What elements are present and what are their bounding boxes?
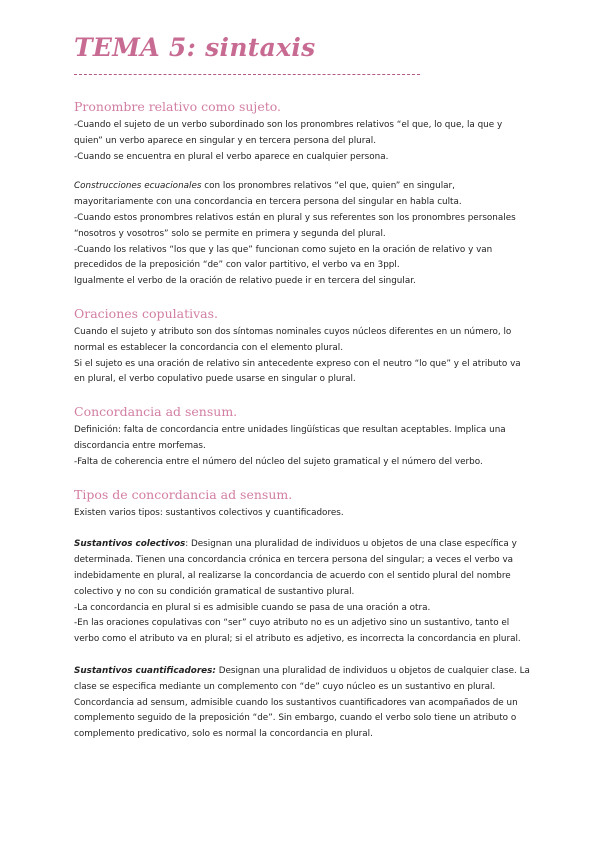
section-heading-pronombre-relativo: Pronombre relativo como sujeto. bbox=[74, 99, 282, 114]
section-heading-concordancia-ad-sensum: Concordancia ad sensum. bbox=[74, 404, 238, 420]
paragraph-line: complemento predicativo, solo es normal la concordancia en plural. bbox=[74, 729, 373, 740]
section-heading-tipos-de-concordancia: Tipos de concordancia ad sensum. bbox=[74, 486, 293, 502]
paragraph-line: “nosotros y vosotros” solo se permite en primera y segunda del plural. bbox=[74, 228, 386, 239]
paragraph-line: Si el sujeto es una oración de relativo sin antecedente expreso con el neutro “lo que” y el atributo va bbox=[74, 358, 521, 369]
paragraph-text: : Designan una pluralidad de individuos u objetos de una clase específica y bbox=[185, 539, 517, 550]
paragraph-line: Existen varios tipos: sustantivos colectivos y cuantificadores. bbox=[74, 507, 344, 518]
paragraph-line: -Cuando los relativos “los que y las que” funcionan como sujeto en la oración de relativo y van bbox=[74, 244, 493, 255]
paragraph-line: quien” un verbo aparece en singular y en tercera persona del plural. bbox=[74, 135, 376, 146]
paragraph-line: precedidos de la preposición “de” con valor partitivo, el verbo va en 3ppl. bbox=[74, 260, 400, 271]
paragraph-line: mayoritariamente con una concordancia en tercera persona del singular en habla culta. bbox=[74, 197, 462, 208]
paragraph-line: normal es establecer la concordancia con el elemento plural. bbox=[74, 342, 344, 353]
paragraph-line bbox=[74, 664, 534, 680]
paragraph-line bbox=[74, 537, 534, 553]
term-sustantivos-colectivos: Sustantivos colectivos bbox=[74, 539, 186, 550]
paragraph-line: -La concordancia en plural si es admisible cuando se pasa de una oración a otra. bbox=[74, 602, 431, 613]
paragraph-line: indebidamente en plural, al realizarse la concordancia de acuerdo con el sentido plural del nombre bbox=[74, 570, 511, 581]
paragraph-line: determinada. Tienen una concordancia crónica en tercera persona del singular; a veces el verbo va bbox=[74, 555, 514, 566]
paragraph-text: con los pronombres relativos “el que, quien” en singular, bbox=[201, 181, 455, 192]
paragraph-line: discordancia entre morfemas. bbox=[74, 440, 206, 451]
paragraph-line: Concordancia ad sensum, admisible cuando los sustantivos cuantificadores van acompañados de un bbox=[74, 697, 518, 708]
paragraph-line: colectivo y no con su condición gramatical de sustantivo plural. bbox=[74, 586, 355, 597]
paragraph-line: -Falta de coherencia entre el número del núcleo del sujeto gramatical y el número del verbo. bbox=[74, 456, 483, 467]
paragraph-line: Cuando el sujeto y atributo son dos síntomas nominales cuyos núcleos diferentes en un número, lo bbox=[74, 326, 512, 337]
page-title: TEMA 5: sintaxis bbox=[74, 33, 316, 62]
paragraph-line: clase se especifica mediante un complemento con “de” cuyo núcleo es un sustantivo en plural. bbox=[74, 681, 496, 692]
paragraph-line: -En las oraciones copulativas con “ser” cuyo atributo no es un adjetivo sino un sustantivo, tanto el bbox=[74, 618, 510, 629]
term-sustantivos-cuantificadores: Sustantivos cuantificadores: bbox=[74, 665, 216, 676]
paragraph-text: Designan una pluralidad de individuos u objetos de cualquier clase. La bbox=[215, 665, 530, 676]
paragraph-line: -Cuando el sujeto de un verbo subordinado son los pronombres relativos “el que, lo que, la que y bbox=[74, 120, 503, 130]
title-underline bbox=[74, 74, 420, 75]
document-body bbox=[74, 98, 534, 743]
paragraph-line: verbo como el atributo va en plural; si el atributo es adjetivo, es incorrecta la concordancia en plural. bbox=[74, 634, 521, 645]
paragraph-line: -Cuando estos pronombres relativos están en plural y sus referentes son los pronombres personales bbox=[74, 212, 516, 223]
paragraph-line: Definición: falta de concordancia entre unidades lingüísticas que resultan aceptables. Implica una bbox=[74, 425, 506, 436]
paragraph-line: Igualmente el verbo de la oración de relativo puede ir en tercera del singular. bbox=[74, 276, 416, 287]
term-construcciones-ecuacionales: Construcciones ecuacionales bbox=[74, 181, 202, 192]
paragraph-line: complemento seguido de la preposición “de”. Sin embargo, cuando el verbo solo tiene un atributo o bbox=[74, 713, 517, 724]
paragraph-line: en plural, el verbo copulativo puede usarse en singular o plural. bbox=[74, 374, 356, 385]
section-heading-oraciones-copulativas: Oraciones copulativas. bbox=[74, 305, 218, 321]
paragraph-line bbox=[74, 179, 534, 195]
paragraph-line: -Cuando se encuentra en plural el verbo aparece en cualquier persona. bbox=[74, 151, 389, 162]
